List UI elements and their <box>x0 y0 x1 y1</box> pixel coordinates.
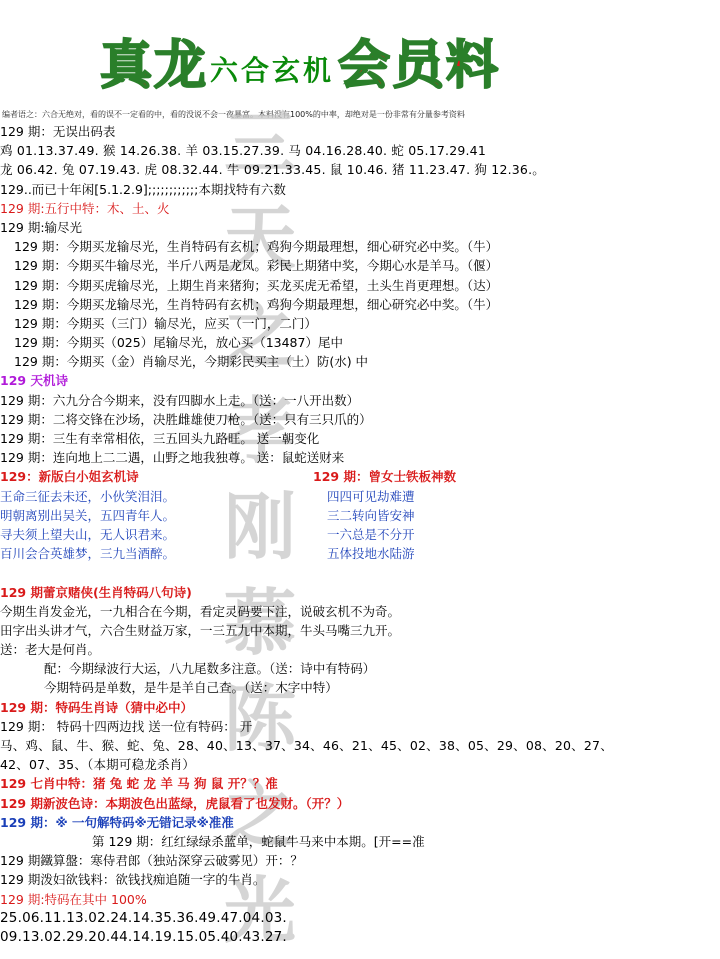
watermark-char: 天 <box>223 196 296 281</box>
text-line <box>0 698 720 717</box>
text-line <box>0 544 720 563</box>
text-line <box>0 755 720 774</box>
line-text: 明朝离别出吴关，五四青年人。 <box>0 507 176 523</box>
text-line <box>0 717 720 736</box>
text-line <box>0 832 720 851</box>
watermark-char: 慕 <box>223 580 296 665</box>
line-text: 今期特码是单数，是牛是羊自己查。（送：木字中特） <box>44 680 338 696</box>
text-line <box>0 659 720 678</box>
line-text: 129 天机诗 <box>0 373 68 389</box>
line-text: 配：今期绿波行大运，八九尾数多注意。（送：诗中有特码） <box>44 661 376 677</box>
text-line <box>0 525 720 544</box>
line-text: 129 期：今期买牛输尽光，半斤八两是龙凤。彩民上期猪中奖，今期心水是羊马。（偃） <box>14 258 499 274</box>
watermark-char: 陈 <box>223 676 296 761</box>
line-text: 129 期：今期买龙输尽光，生肖特码有玄机；鸡狗今期最理想，细心研究必中奖。（牛） <box>14 296 499 312</box>
line-text: 第 129 期：红红绿绿杀蓝单，蛇鼠牛马来中本期。[开==准 <box>92 833 425 849</box>
watermark-char: 孝 <box>223 388 296 473</box>
header-banner <box>0 0 720 110</box>
line-text: 42、07、35、（本期可稳龙杀肖） <box>0 757 196 773</box>
line-text: 129 期： 特码十四两边找 送一位有特码： 开 <box>0 718 253 734</box>
text-line <box>0 487 720 506</box>
text-line <box>0 180 720 199</box>
line-text: 送：老大是何肖。 <box>0 642 101 658</box>
right-column-text: 一六总是不分开 <box>327 526 415 542</box>
watermark-char: 光 <box>223 868 296 953</box>
text-line <box>0 851 720 870</box>
text-line <box>0 794 720 813</box>
line-text: 今期生肖发金光，一九相合在今期，看定灵码要下注，说破玄机不为奇。 <box>0 603 401 619</box>
line-text: 田字出头讲才气，六合生财益万家，一三五九中本期，牛头马嘴三九开。 <box>0 622 401 638</box>
line-text: 129 七肖中特：猪 兔 蛇 龙 羊 马 狗 鼠 开？？准 <box>0 776 278 792</box>
line-text: 鸡 01.13.37.49. 猴 14.26.38. 羊 03.15.27.39. 马 04.16.28.40. 蛇 05.17.29.41 <box>0 143 486 159</box>
line-text: 129 期：三生有幸常相依，三五回头九路旺。 送一朝变化 <box>0 431 320 446</box>
line-text: 129 期：今期买龙输尽光，生肖特码有玄机；鸡狗今期最理想，细心研究必中奖。（牛） <box>14 239 499 255</box>
line-text: 129 期：无误出码表 <box>0 124 116 139</box>
text-line <box>0 391 720 410</box>
text-line <box>0 276 720 295</box>
text-line <box>0 467 720 486</box>
text-line <box>0 295 720 314</box>
line-text: 129 期:输尽光 <box>0 219 83 235</box>
text-line <box>0 890 720 909</box>
right-column-text: 四四可见劫难遭 <box>327 488 415 504</box>
line-text: 129 期：二将交锋在沙场，决胜雌雄使刀枪。（送：只有三只爪的） <box>0 411 372 427</box>
title-liuhexuanji: 六合玄机 <box>210 54 335 87</box>
text-line <box>0 870 720 889</box>
title-huiyuanliao: 会员料 <box>338 35 501 96</box>
line-text: 马、鸡、鼠、牛、猴、蛇、兔、28、40、13、37、34、46、21、45、02、38、05、29、08、20、27、 <box>0 738 613 753</box>
line-text: 25.06.11.13.02.24.14.35.36.49.47.04.03. <box>0 909 287 926</box>
line-text: 129 期：今期买虎输尽光，上期生肖来猪狗；买龙买虎无希望，土头生肖更理想。（达） <box>14 277 499 293</box>
text-line <box>0 410 720 429</box>
line-text: 百川会合英雄梦，三九当酒醉。 <box>0 546 176 562</box>
line-text: 王命三征去未还，小伙笑泪泪。 <box>0 488 176 504</box>
text-line <box>0 928 720 947</box>
text-line <box>0 563 720 582</box>
line-text: 129 期：连向地上二二遇，山野之地我独尊。 送：鼠蛇送财来 <box>0 450 345 466</box>
disclaimer-text: 编者语之：六合无绝对，看的误不一定看的中，看的没说不会一夜暴富。本料没有100%的中率，却绝对是一份非常有分量参考资料 <box>2 110 465 119</box>
line-text: 129 期:特码在其中 100% <box>0 891 147 907</box>
line-text: 129 期：六九分合今期来，没有四脚水上走。（送：一八开出数） <box>0 392 360 408</box>
text-line <box>0 640 720 659</box>
line-text: 龙 06.42. 兔 07.19.43. 虎 08.32.44. 牛 09.21.33.45. 鼠 10.46. 猪 11.23.47. 狗 12.36.。 <box>0 162 545 178</box>
text-line <box>0 160 720 179</box>
text-line <box>0 352 720 371</box>
right-column-text: 129 期：曾女士铁板神数 <box>313 469 456 485</box>
text-line <box>0 122 720 141</box>
text-line <box>0 909 720 928</box>
line-text: 129 期：今期买（025）尾输尽光，放心买（13487）尾中 <box>14 335 343 351</box>
line-text: 09.13.02.29.20.44.14.19.15.05.40.43.27. <box>0 928 287 945</box>
text-line <box>0 736 720 755</box>
text-line <box>0 256 720 275</box>
text-line <box>0 199 720 218</box>
text-line <box>0 448 720 467</box>
line-text: 129 期泼妇欲钱料：欲钱找痴追随一字的牛肖。 <box>0 872 266 888</box>
line-text: 129 期：特码生肖诗（猜中必中） <box>0 699 193 715</box>
watermark-char: 刚 <box>223 484 296 569</box>
watermark-char: 三 <box>223 100 296 185</box>
line-text: 129 期蕾京赌侠(生肖特码八句诗) <box>0 584 192 600</box>
line-text: 寻夫须上望夫山，无人识君来。 <box>0 526 176 542</box>
line-text: 129..而已十年闲[5.1.2.9];;;;;;;;;;;;本期找特有六数 <box>0 181 286 197</box>
text-line <box>0 813 720 832</box>
text-line <box>0 141 720 160</box>
text-line <box>0 314 720 333</box>
line-text: 129 期鐵算盤：寒侍君郎（独站深穿云破雾见）开：？ <box>0 853 303 869</box>
line-text: 129 期:五行中特：木、土、火 <box>0 200 170 216</box>
line-text: 129 期：※ 一句解特码※无错记录※准准 <box>0 814 234 830</box>
content-body <box>0 122 720 947</box>
text-line <box>0 774 720 793</box>
line-text: 129 期：今期买（金）肖输尽光，今期彩民买主（土）防(水) 中 <box>14 354 369 370</box>
title-zhenlong: 真龙 <box>100 35 209 96</box>
text-line <box>0 506 720 525</box>
right-column-text: 五体投地水陆游 <box>327 546 415 562</box>
text-line <box>0 583 720 602</box>
text-line <box>0 371 720 390</box>
text-line <box>0 429 720 448</box>
text-line <box>0 218 720 237</box>
text-line <box>0 602 720 621</box>
text-line <box>0 621 720 640</box>
text-line <box>0 333 720 352</box>
watermark-char: 之 <box>223 772 296 857</box>
watermark-char: 之 <box>223 292 296 377</box>
text-line <box>0 678 720 697</box>
right-column-text: 三二转向皆安神 <box>327 507 415 523</box>
line-text: 129：新版白小姐玄机诗 <box>0 469 139 485</box>
text-line <box>0 237 720 256</box>
line-text: 129 期：今期买（三门）输尽光，应买（一门，二门） <box>14 315 317 331</box>
line-text: 129 期新波色诗：本期波色出蓝绿，虎鼠看了也发财。（开？） <box>0 795 350 811</box>
